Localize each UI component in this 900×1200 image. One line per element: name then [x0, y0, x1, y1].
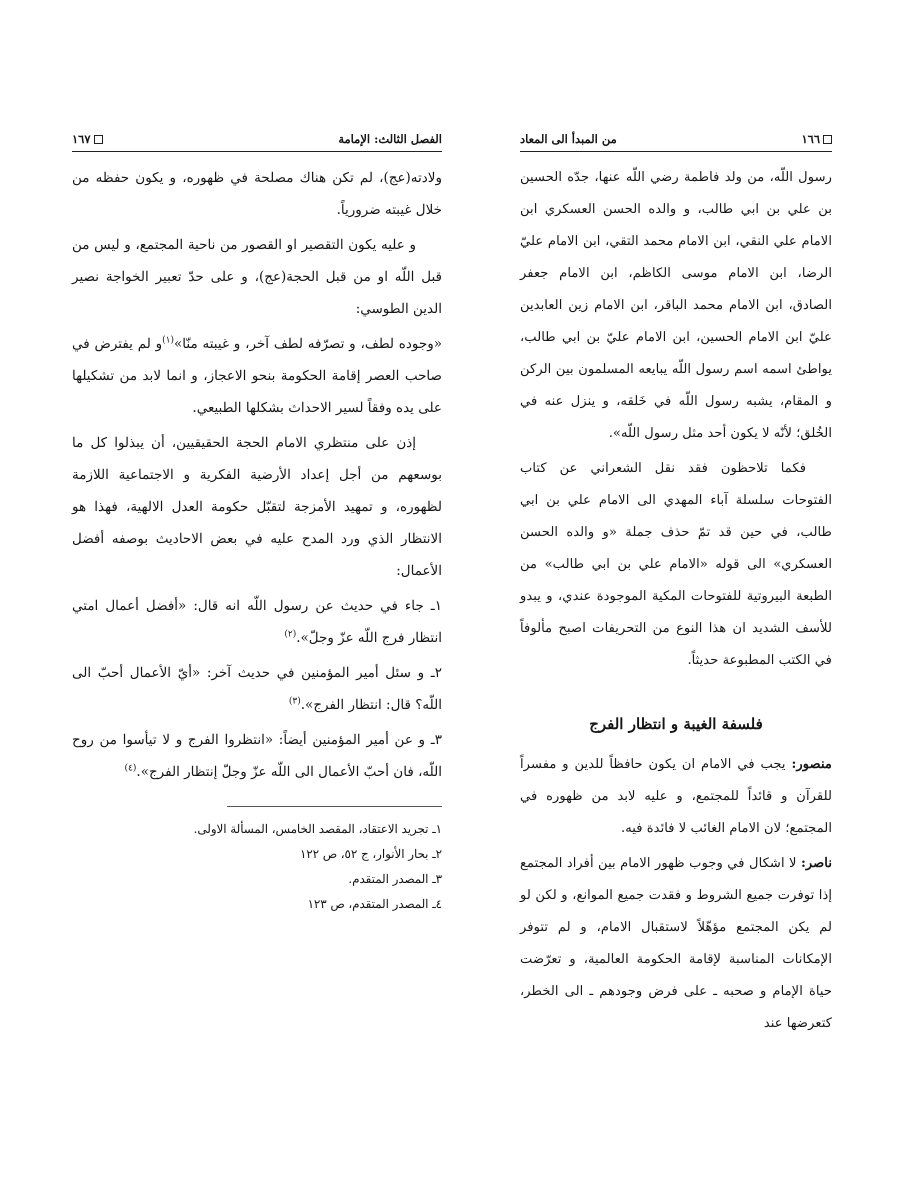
left-page [72, 132, 442, 917]
hadith-item: ٣ـ و عن أمير المؤمنين أيضاً: «انتظروا الفرج و لا تيأسوا من روح اللّه، فان أحبّ الأعمال الى اللّه عزّ وجلّ إنتظار الفرج».$^{(٤)}$ [72, 732, 442, 780]
speaker-name: منصور: [791, 757, 832, 772]
right-page-number: ١٦٦ [801, 132, 832, 146]
dialogue-line [520, 848, 832, 1040]
section-heading: فلسفة الغيبة و انتظار الفرج [589, 715, 763, 733]
speaker-name: ناصر: [800, 856, 832, 871]
footnote-marker: (٣) [288, 696, 301, 707]
footnote: ٣ـ المصدر المتقدم. [348, 872, 442, 886]
left-running-title: الفصل الثالث: الإمامة [338, 132, 442, 146]
footnote: ٢ـ بحار الأنوار، ج ٥٢، ص ١٢٢ [299, 847, 442, 861]
page-marker-icon [94, 135, 103, 144]
right-page [520, 132, 832, 1043]
footnote: ١ـ تجريد الاعتقاد، المقصد الخامس، المسألة الاولى. [193, 822, 442, 836]
paragraph-with-quote [72, 328, 442, 424]
dialogue-line [520, 749, 832, 845]
left-running-header [72, 132, 442, 152]
footnote-marker: (١) [162, 335, 175, 346]
footnote-marker: (٢) [284, 629, 297, 640]
dialogue-text: يجب في الامام ان يكون حافظاً للدين و مفسراً للقرآن و قائداً للمجتمع، و عليه لابد من ظهوره في المجتمع؛ لان الامام الغائب لا فائدة فيه. [520, 757, 832, 836]
right-running-title: من المبدأ الى المعاد [520, 132, 617, 146]
hadith-item: ١ـ جاء في حديث عن رسول اللّه انه قال: «أفضل أعمال امتي انتظار فرج اللّه عزّ وجلّ».$^{(٢)}$ [72, 598, 442, 646]
left-page-number: ١٦٧ [72, 132, 103, 146]
paragraph: رسول اللّه، من ولد فاطمة رضي اللّه عنها، جدّه الحسين بن علي بن ابي طالب، و والده الحسن العسكري ابن الامام علي النقي، ابن الامام محمد التقي، ابن الامام عليّ الرضا، ابن الامام موسى الكاظم، ابن الامام جعفر الصادق، ابن الامام محمد الباقر، ابن الامام زين العابدين عليّ ابن الامام الحسين، ابن الامام عليّ بن ابي طالب، يواطئ اسمه اسم رسول اللّه يبايعه المسلمون بين الركن و المقام، يشبه رسول اللّه في خَلقه، و ينزل عنه في الخُلق؛ لأنّه لا يكون أحد مثل رسول اللّه». [520, 170, 832, 441]
paragraph: إذن على منتظري الامام الحجة الحقيقيين، أن يبذلوا كل ما بوسعهم من أجل إعداد الأرضية الفكرية و الاجتماعية اللازمة لظهوره، و تمهيد الأمزجة لتقبّل حكومة العدل الالهية، فهذا هو الانتظار الذي ورد المدح عليه في بعض الاحاديث بوصفه أفضل الأعمال: [72, 435, 442, 579]
paragraph: فكما تلاحظون فقد نقل الشعراني عن كتاب الفتوحات سلسلة آباء المهدي الى الامام علي بن ابي طالب، في حين قد تمّ حذف جملة «و والده الحسن العسكري» الى قوله «الامام علي بن ابي طالب» من الطبعة البيروتية للفتوحات المكية الموجودة عندي، و يبدو للأسف الشديد ان هذا النوع من التحريفات اصبح مألوفاً في الكتب المطبوعة حديثاً. [520, 461, 832, 668]
hadith-item: ٢ـ و سئل أمير المؤمنين في حديث آخر: «أيّ الأعمال أحبّ الى اللّه؟ قال: انتظار الفرج».$^{(٣)}$ [72, 665, 442, 713]
page-marker-icon [823, 135, 832, 144]
footnote-divider [227, 806, 442, 807]
dialogue-text: لا اشكال في وجوب ظهور الامام بين أفراد المجتمع إذا توفرت جميع الشروط و فقدت جميع الموانع، و لكن لو لم يكن المجتمع مؤهّلاً لاستقبال الامام، و لم تتوفر الإمكانات المناسبة لإقامة الحكومة العالمية، و تعرّضت حياة الإمام و صحبه ـ على فرض وجودهم ـ الى الخطر، كتعرضها عند [520, 856, 832, 1031]
footnote: ٤ـ المصدر المتقدم، ص ١٢٣ [307, 897, 442, 911]
paragraph: و عليه يكون التقصير او القصور من ناحية المجتمع، و ليس من قبل اللّه او من قبل الحجة(عج)، و على حدّ تعبير الخواجة نصير الدين الطوسي: [72, 237, 442, 317]
paragraph: ولادته(عج)، لم تكن هناك مصلحة في ظهوره، و يكون حفظه من خلال غيبته ضرورياً. [72, 170, 442, 218]
quote-text: «وجوده لطف، و تصرّفه لطف آخر، و غيبته منّا» [174, 336, 442, 352]
footnote-marker: (٤) [124, 763, 137, 774]
quote-continuation: و لم يفترض في صاحب العصر إقامة الحكومة بنحو الاعجاز، و انما لابد من تشكيلها على يده وفقاً لسير الاحداث بشكلها الطبيعي. [72, 336, 442, 416]
right-running-header [520, 132, 832, 152]
